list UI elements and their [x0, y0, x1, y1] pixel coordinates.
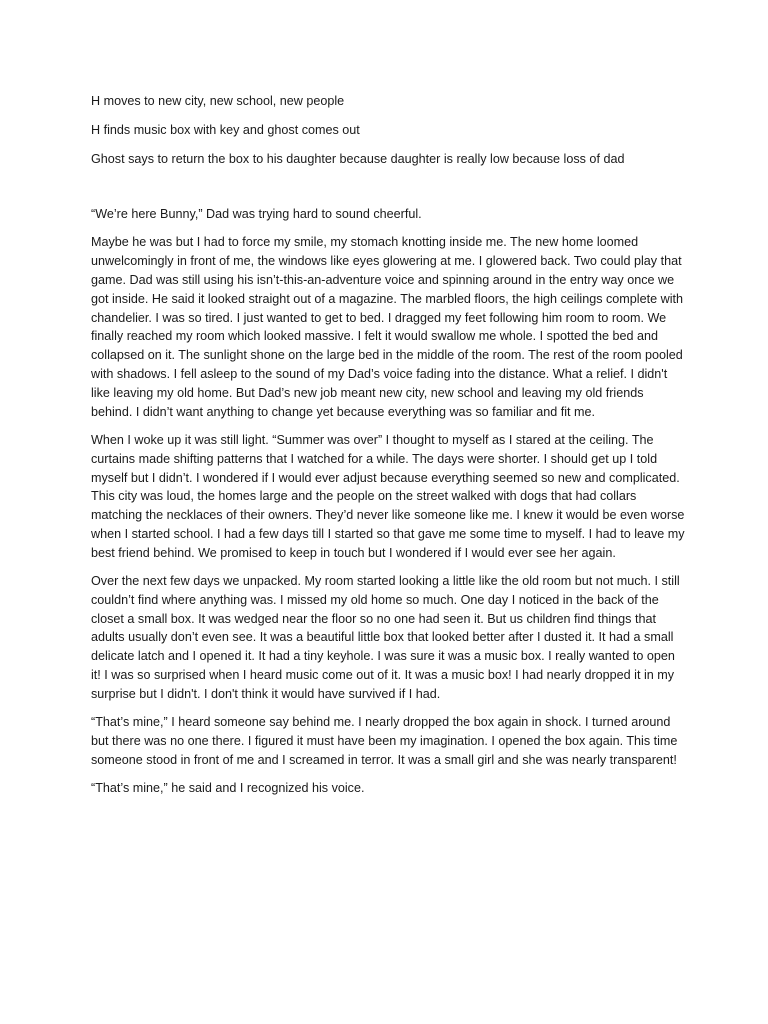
story-paragraph: “That’s mine,” I heard someone say behind me. I nearly dropped the box again in shock. I turned around but there was no one there. I figured it must have been my imagination. I opened the box again. This time someone stood in front of me and I screamed in terror. It was a small girl and she was nearly transparent!	[91, 715, 678, 767]
story-paragraph: Maybe he was but I had to force my smile, my stomach knotting inside me. The new home loomed unwelcomingly in front of me, the windows like eyes glowering at me. I glowered back. Two could play that game. Dad was still using his isn’t-this-an-adventure voice and spinning around in the entry way once we got inside. He said it looked straight out of a magazine. The marbled floors, the high ceilings complete with chandelier. I was so tired. I just wanted to get to bed. I dragged my feet following him room to room. We finally reached my room which looked massive. I felt it would swallow me whole. I spotted the bed and collapsed on it. The sunlight shone on the large bed in the middle of the room. The rest of the room pooled with shadows. I fell asleep to the sound of my Dad’s voice fading into the distance. What a relief. I didn't like leaving my old home. But Dad’s new job meant new city, new school and leaving my old friends behind. I didn’t want anything to change yet because everything was so familiar and fit me.	[91, 235, 683, 419]
story-paragraph: When I woke up it was still light. “Summer was over” I thought to myself as I stared at the ceiling. The curtains made shifting patterns that I watched for a while. The days were shorter. I should get up I told myself but I didn’t. I wondered if I would ever adjust because everything seemed so new and complicated. This city was loud, the homes large and the people on the street walked with dogs that had collars matching the necklaces of their owners. They’d never like someone like me. I knew it would be even worse when I started school. I had a few days till I started so that gave me some time to myself. I had to leave my best friend behind. We promised to keep in touch but I wondered if I would ever see her again.	[91, 432, 685, 560]
story-paragraph: Over the next few days we unpacked. My room started looking a little like the old room but not much. I still couldn’t find where anything was. I missed my old home so much. One day I noticed in the back of the closet a small box. It was wedged near the floor so no one had seen it. But us children find things that adults usually don’t even see. It was a beautiful little box that looked better after I dusted it. It had a small delicate latch and I opened it. It had a tiny keyhole. I was sure it was a music box. I really wanted to open it! I was so surprised when I heard music come out of it. It was a music box! I had nearly dropped it in my surprise but I didn't. I don't think it would have survived if I had.	[91, 574, 680, 701]
story-paragraph: “That’s mine,” he said and I recognized his voice.	[91, 781, 365, 796]
document-page	[91, 92, 687, 808]
outline-notes	[91, 92, 687, 169]
blank-line	[91, 179, 687, 205]
note-line: H finds music box with key and ghost comes out	[91, 122, 360, 137]
note-line: Ghost says to return the box to his daughter because daughter is really low because loss of dad	[91, 151, 625, 166]
story-paragraph: “We’re here Bunny,” Dad was trying hard to sound cheerful.	[91, 206, 422, 221]
story-body	[91, 205, 687, 798]
note-line: H moves to new city, new school, new people	[91, 94, 345, 108]
